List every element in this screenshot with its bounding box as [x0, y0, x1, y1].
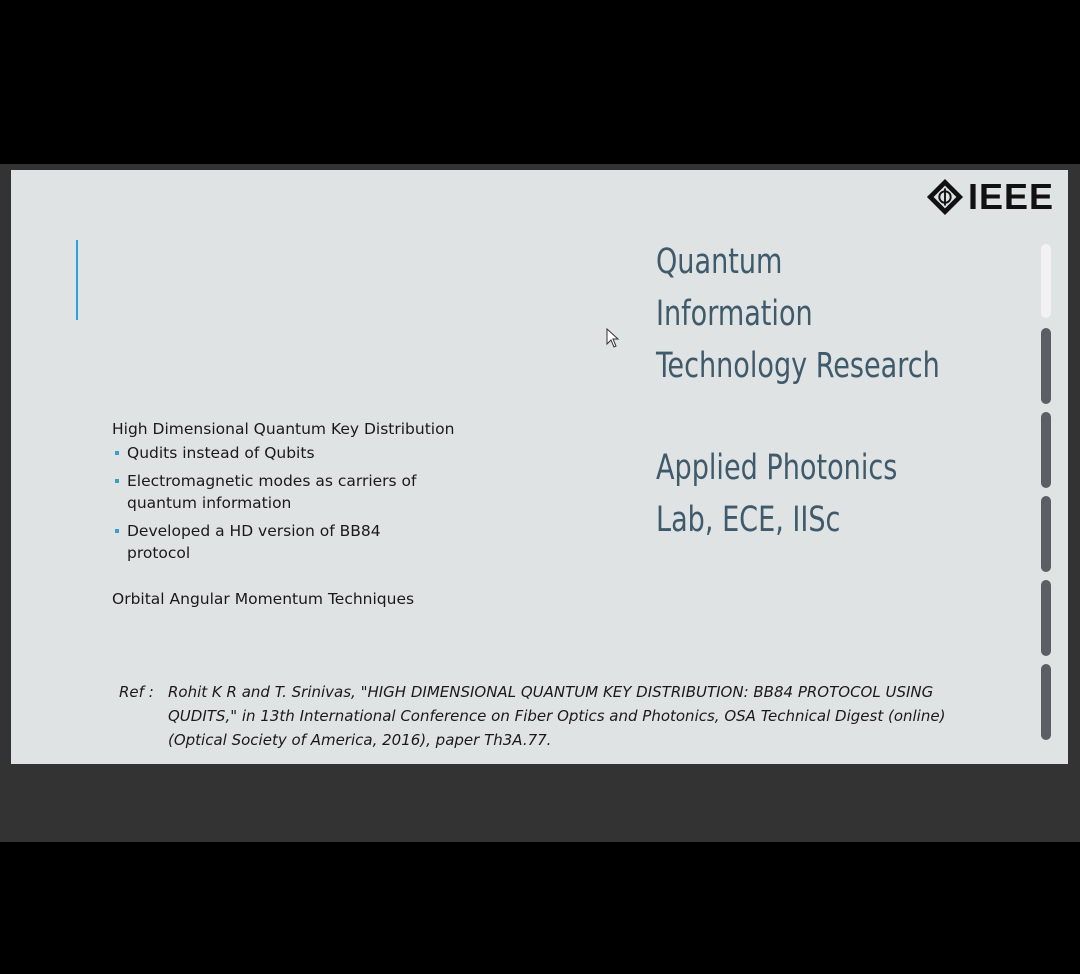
- reference-label: Ref :: [119, 683, 154, 701]
- section-heading: High Dimensional Quantum Key Distribution: [112, 420, 455, 438]
- slide-title: [656, 236, 986, 392]
- reference-text: [168, 680, 1008, 752]
- bullet-item: [112, 520, 454, 564]
- subtitle-line: Lab, ECE, IISc: [656, 500, 841, 540]
- bullet-icon: [115, 479, 119, 483]
- reference-line: (Optical Society of America, 2016), paper Th3A.77.: [168, 731, 552, 749]
- ieee-logo: [926, 178, 1054, 216]
- reference-line: QUDITS," in 13th International Conference on Fiber Optics and Photonics, OSA Technical Digest (online): [168, 707, 946, 725]
- reference-line: Rohit K R and T. Srinivas, "HIGH DIMENSIONAL QUANTUM KEY DISTRIBUTION: BB84 PROTOCOL USING: [168, 683, 934, 701]
- section-heading-2: Orbital Angular Momentum Techniques: [112, 590, 415, 608]
- slide-thumbnail-4[interactable]: [1041, 496, 1051, 572]
- slide-subtitle: [656, 442, 937, 546]
- bullet-item: [112, 442, 454, 464]
- accent-line: [76, 240, 78, 320]
- mouse-pointer-icon: [606, 328, 620, 348]
- slide-thumbnail-5[interactable]: [1041, 580, 1051, 656]
- bullet-icon: [115, 529, 119, 533]
- bullet-text: Qudits instead of Qubits: [127, 444, 315, 462]
- title-line: Technology Research: [656, 346, 940, 386]
- slide-thumbnail-2[interactable]: [1041, 328, 1051, 404]
- bullet-item: [112, 470, 454, 514]
- bullet-icon: [115, 451, 119, 455]
- logo-text: IEEE: [967, 176, 1054, 217]
- title-line: Information: [656, 294, 813, 334]
- slide-thumbnail-1[interactable]: [1041, 244, 1051, 318]
- bullet-text: Electromagnetic modes as carriers of quantum information: [127, 472, 417, 512]
- title-line: Quantum: [656, 242, 783, 282]
- slide-thumbnail-3[interactable]: [1041, 412, 1051, 488]
- slide-thumbnail-6[interactable]: [1041, 664, 1051, 740]
- ieee-diamond-icon: [926, 178, 964, 216]
- subtitle-line: Applied Photonics: [656, 448, 898, 488]
- bullet-text: Developed a HD version of BB84 protocol: [127, 522, 381, 562]
- content-block: [112, 418, 454, 570]
- bullet-list: [112, 442, 454, 564]
